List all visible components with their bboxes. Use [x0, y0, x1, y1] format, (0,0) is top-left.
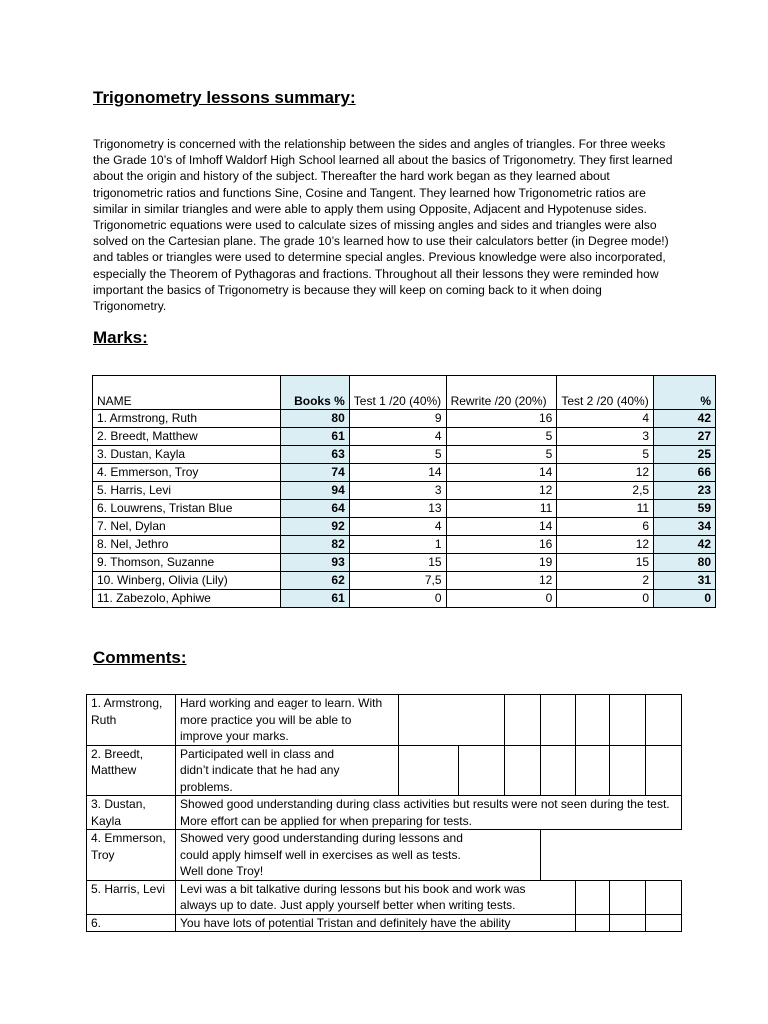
- student-name: 10. Winberg, Olivia (Lily): [93, 572, 281, 590]
- comment-row: [87, 830, 682, 881]
- blank-cell: [575, 695, 610, 746]
- comment-text: Participated well in class and didn’t indicate that he had any problems.: [176, 745, 399, 796]
- test1-mark: 0: [349, 590, 446, 608]
- comment-student: 6.: [87, 914, 176, 932]
- blank-cell: [398, 695, 504, 746]
- rewrite-mark: 0: [446, 590, 557, 608]
- col-header-books: Books %: [280, 376, 349, 410]
- comment-text: Levi was a bit talkative during lessons but his book and work was always up to date. Just apply yourself better when writing tests.: [176, 880, 576, 914]
- col-header-percent: %: [654, 376, 716, 410]
- test1-mark: 1: [349, 536, 446, 554]
- final-percent: 25: [654, 446, 716, 464]
- books-percent: 80: [280, 410, 349, 428]
- books-percent: 64: [280, 500, 349, 518]
- student-name: 5. Harris, Levi: [93, 482, 281, 500]
- marks-row: [93, 482, 716, 500]
- comments-table: [86, 694, 682, 932]
- test1-mark: 15: [349, 554, 446, 572]
- rewrite-mark: 16: [446, 410, 557, 428]
- books-percent: 82: [280, 536, 349, 554]
- blank-cell: [504, 745, 540, 796]
- final-percent: 59: [654, 500, 716, 518]
- marks-row: [93, 410, 716, 428]
- student-name: 4. Emmerson, Troy: [93, 464, 281, 482]
- test2-mark: 0: [557, 590, 654, 608]
- books-percent: 61: [280, 590, 349, 608]
- test1-mark: 4: [349, 518, 446, 536]
- final-percent: 66: [654, 464, 716, 482]
- blank-cell: [504, 695, 540, 746]
- comment-row: [87, 745, 682, 796]
- test1-mark: 13: [349, 500, 446, 518]
- rewrite-mark: 12: [446, 572, 557, 590]
- test2-mark: 3: [557, 428, 654, 446]
- test1-mark: 14: [349, 464, 446, 482]
- rewrite-mark: 14: [446, 464, 557, 482]
- comment-student: 4. Emmerson, Troy: [87, 830, 176, 881]
- comment-student: 2. Breedt, Matthew: [87, 745, 176, 796]
- blank-cell: [646, 914, 682, 932]
- books-percent: 61: [280, 428, 349, 446]
- final-percent: 42: [654, 536, 716, 554]
- books-percent: 62: [280, 572, 349, 590]
- final-percent: 34: [654, 518, 716, 536]
- rewrite-mark: 5: [446, 446, 557, 464]
- marks-row: [93, 446, 716, 464]
- comment-row: [87, 914, 682, 932]
- blank-cell: [646, 695, 682, 746]
- col-header-rewrite: Rewrite /20 (20%): [446, 376, 557, 410]
- test2-mark: 4: [557, 410, 654, 428]
- books-percent: 74: [280, 464, 349, 482]
- intro-paragraph: Trigonometry is concerned with the relationship between the sides and angles of triangles. For three weeks the Grade 10’s of Imhoff Waldorf High School learned all about the basics of Trigonometry. They first learned about the origin and history of the subject. Thereafter the hard work began as they learned about trigonometric ratios and functions Sine, Cosine and Tangent. They learned how Trigonometric ratios are similar in similar triangles and were able to apply them using Opposite, Adjacent and Hypotenuse sides. Trigonometric equations were used to calculate sizes of missing angles and sides and triangles were also solved on the Cartesian plane. The grade 10’s learned how to use their calculators better (in Degree mode!) and tables or triangles were used to determine special angles. Previous knowledge were also incorporated, especially the Theorem of Pythagoras and fractions. Throughout all their lessons they were reminded how important the basics of Trigonometry is because they will keep on coming back to it when doing Trigonometry.: [93, 137, 673, 314]
- blank-cell: [646, 880, 682, 914]
- student-name: 3. Dustan, Kayla: [93, 446, 281, 464]
- col-header-test1: Test 1 /20 (40%): [349, 376, 446, 410]
- blank-cell: [610, 914, 646, 932]
- test1-mark: 3: [349, 482, 446, 500]
- student-name: 11. Zabezolo, Aphiwe: [93, 590, 281, 608]
- marks-row: [93, 428, 716, 446]
- rewrite-mark: 16: [446, 536, 557, 554]
- test2-mark: 11: [557, 500, 654, 518]
- test2-mark: 12: [557, 536, 654, 554]
- col-header-name: NAME: [93, 376, 281, 410]
- blank-cell: [459, 745, 505, 796]
- blank-cell: [540, 745, 575, 796]
- marks-table: [92, 375, 716, 608]
- col-header-test2: Test 2 /20 (40%): [557, 376, 654, 410]
- final-percent: 0: [654, 590, 716, 608]
- marks-row: [93, 464, 716, 482]
- rewrite-mark: 12: [446, 482, 557, 500]
- books-percent: 93: [280, 554, 349, 572]
- student-name: 2. Breedt, Matthew: [93, 428, 281, 446]
- comment-text: Showed good understanding during class activities but results were not seen during the test. More effort can be applied for when preparing for tests.: [176, 796, 682, 830]
- blank-cell: [610, 695, 646, 746]
- test2-mark: 2: [557, 572, 654, 590]
- blank-cell: [575, 880, 610, 914]
- marks-row: [93, 590, 716, 608]
- test2-mark: 5: [557, 446, 654, 464]
- blank-cell: [540, 830, 681, 881]
- student-name: 6. Louwrens, Tristan Blue: [93, 500, 281, 518]
- comment-text: Showed very good understanding during lessons and could apply himself well in exercises as well as tests. Well done Troy!: [176, 830, 541, 881]
- blank-cell: [610, 745, 646, 796]
- rewrite-mark: 11: [446, 500, 557, 518]
- blank-cell: [575, 745, 610, 796]
- comment-row: [87, 880, 682, 914]
- comments-heading: Comments:: [93, 648, 187, 667]
- comment-row: [87, 796, 682, 830]
- marks-row: [93, 500, 716, 518]
- student-name: 1. Armstrong, Ruth: [93, 410, 281, 428]
- rewrite-mark: 14: [446, 518, 557, 536]
- test1-mark: 7,5: [349, 572, 446, 590]
- student-name: 8. Nel, Jethro: [93, 536, 281, 554]
- marks-heading: Marks:: [93, 328, 148, 347]
- test2-mark: 15: [557, 554, 654, 572]
- final-percent: 42: [654, 410, 716, 428]
- page-title: Trigonometry lessons summary:: [93, 88, 356, 107]
- blank-cell: [398, 745, 459, 796]
- comment-student: 3. Dustan, Kayla: [87, 796, 176, 830]
- books-percent: 63: [280, 446, 349, 464]
- blank-cell: [575, 914, 610, 932]
- test2-mark: 6: [557, 518, 654, 536]
- test2-mark: 2,5: [557, 482, 654, 500]
- final-percent: 23: [654, 482, 716, 500]
- marks-header-row: [93, 376, 716, 410]
- marks-row: [93, 572, 716, 590]
- comment-text: You have lots of potential Tristan and definitely have the ability: [176, 914, 576, 932]
- blank-cell: [646, 745, 682, 796]
- test1-mark: 4: [349, 428, 446, 446]
- rewrite-mark: 19: [446, 554, 557, 572]
- blank-cell: [540, 695, 575, 746]
- test1-mark: 9: [349, 410, 446, 428]
- test2-mark: 12: [557, 464, 654, 482]
- final-percent: 31: [654, 572, 716, 590]
- books-percent: 94: [280, 482, 349, 500]
- final-percent: 27: [654, 428, 716, 446]
- student-name: 7. Nel, Dylan: [93, 518, 281, 536]
- books-percent: 92: [280, 518, 349, 536]
- comment-student: 1. Armstrong, Ruth: [87, 695, 176, 746]
- comment-row: [87, 695, 682, 746]
- final-percent: 80: [654, 554, 716, 572]
- marks-row: [93, 536, 716, 554]
- rewrite-mark: 5: [446, 428, 557, 446]
- student-name: 9. Thomson, Suzanne: [93, 554, 281, 572]
- marks-row: [93, 518, 716, 536]
- blank-cell: [610, 880, 646, 914]
- comment-student: 5. Harris, Levi: [87, 880, 176, 914]
- comment-text: Hard working and eager to learn. With more practice you will be able to improve your marks.: [176, 695, 399, 746]
- marks-row: [93, 554, 716, 572]
- test1-mark: 5: [349, 446, 446, 464]
